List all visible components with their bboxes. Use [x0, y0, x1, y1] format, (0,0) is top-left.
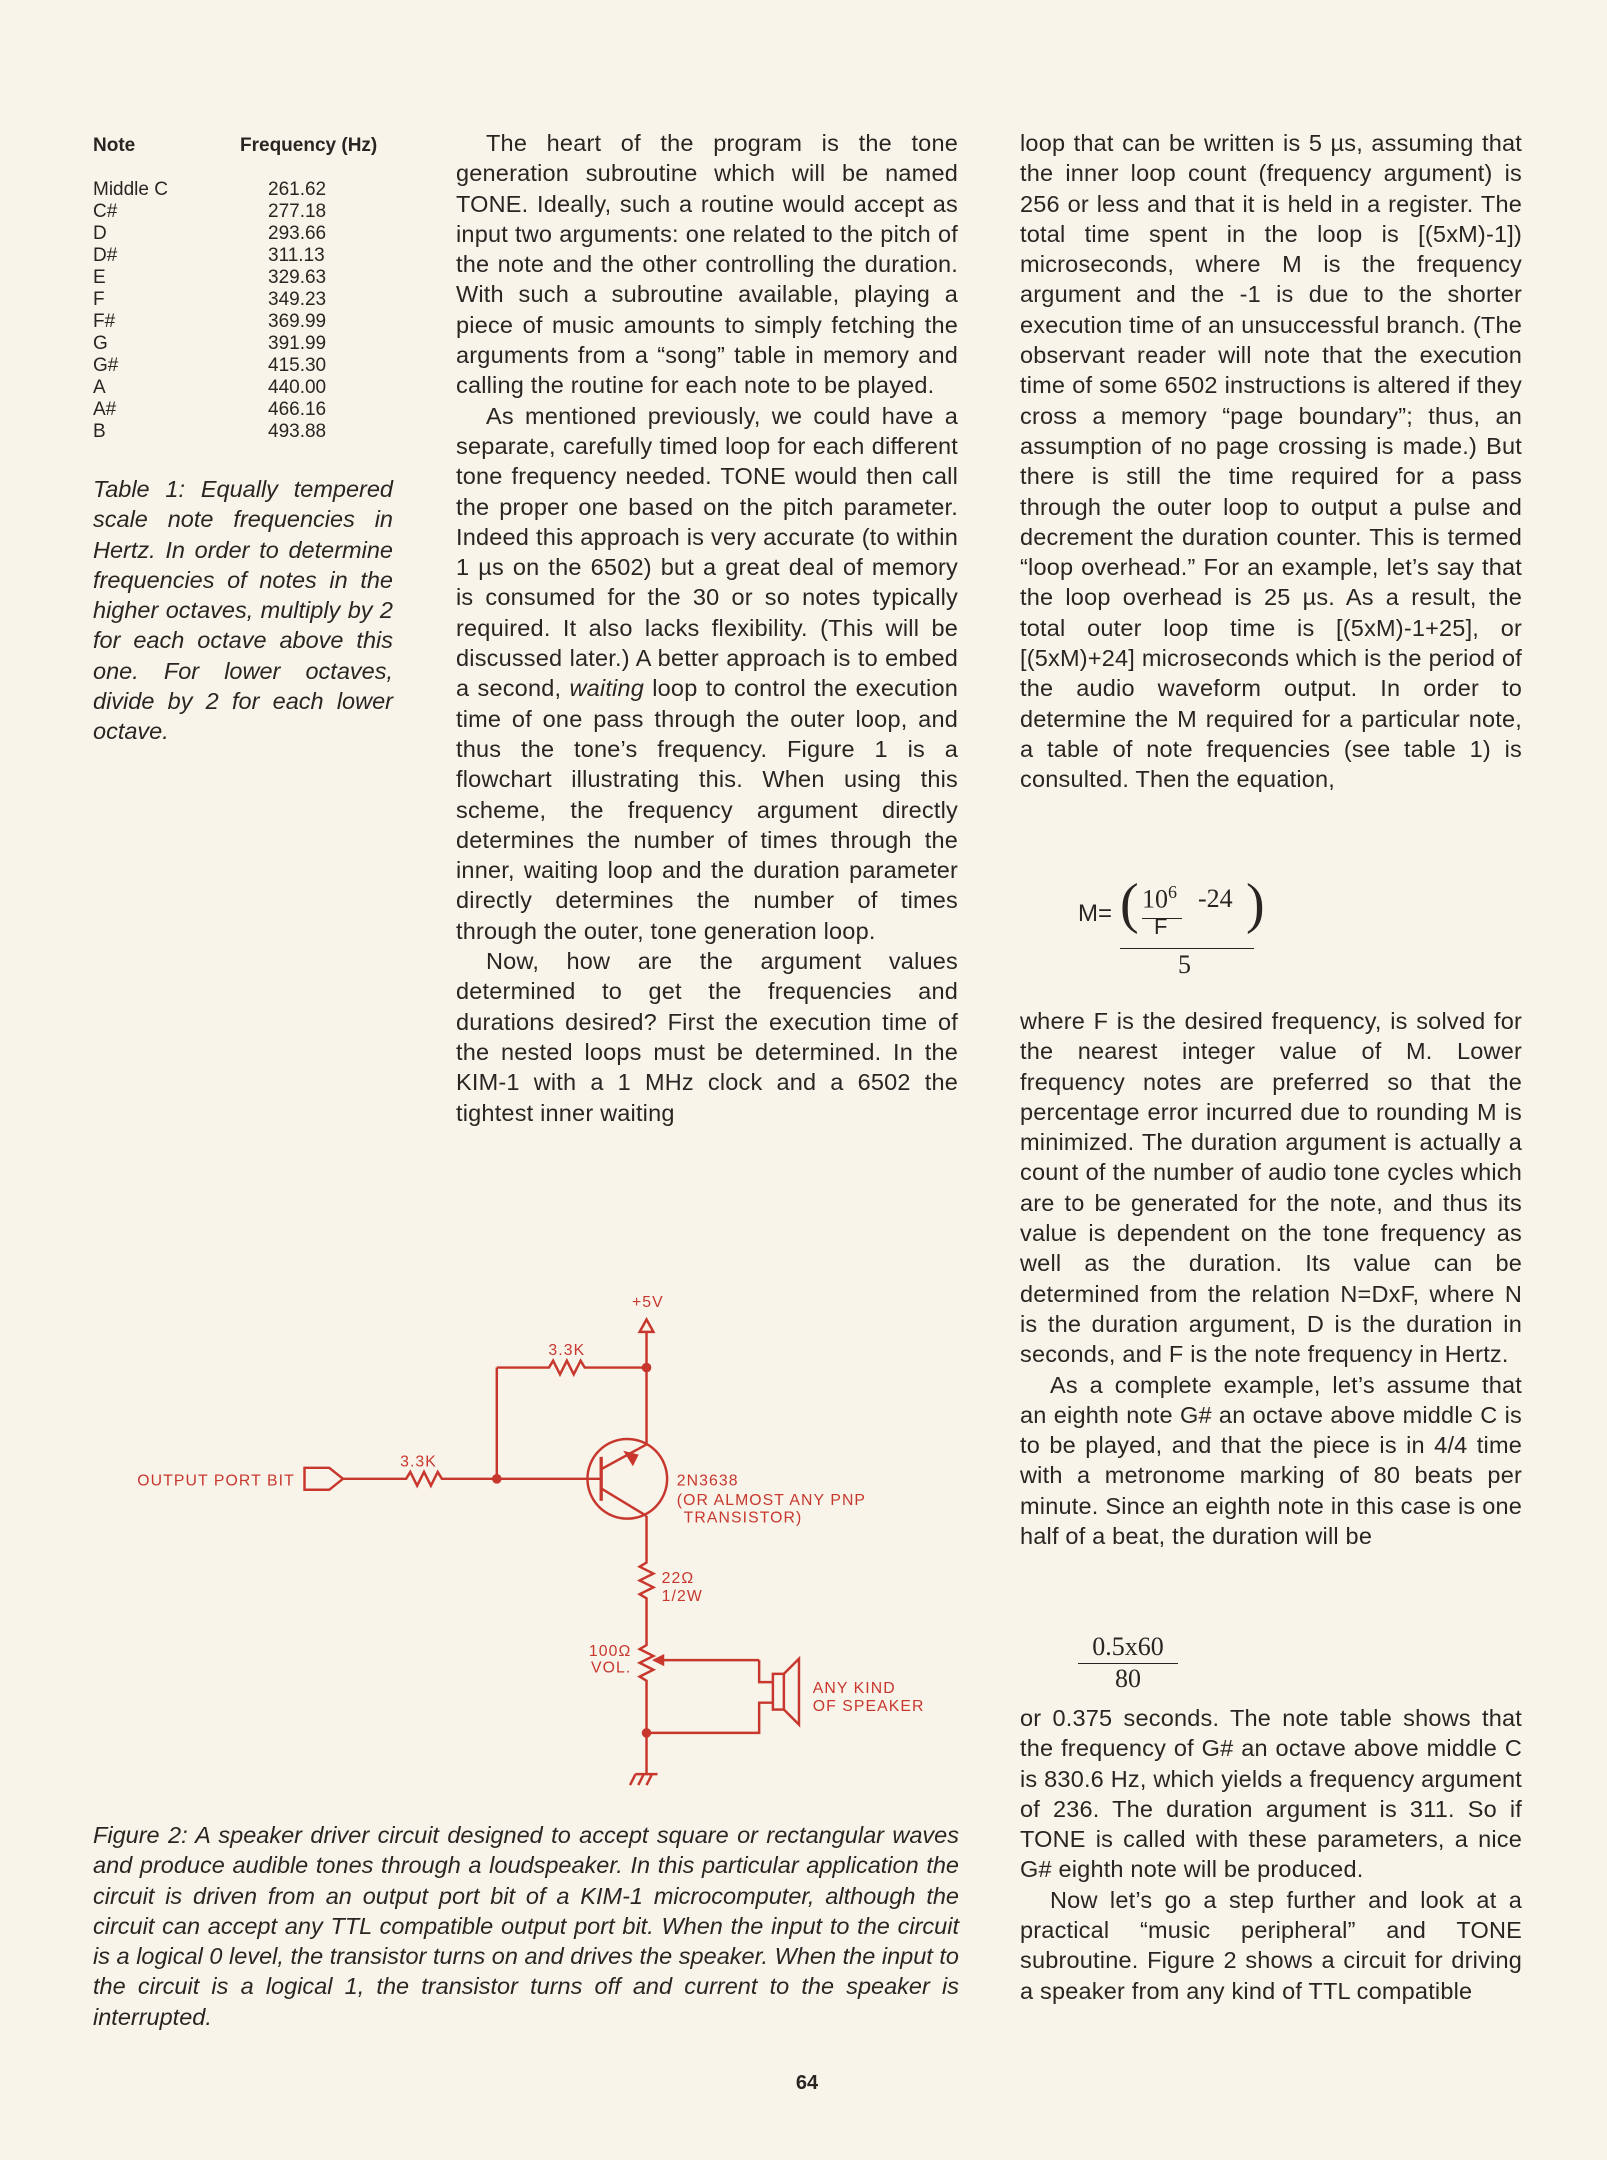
note-name: E: [93, 267, 106, 288]
input-label: OUTPUT PORT BIT: [137, 1472, 295, 1490]
speaker-label: OF SPEAKER: [812, 1697, 925, 1715]
table-row: [93, 399, 393, 421]
speaker-label: ANY KIND: [812, 1680, 896, 1698]
note-frequency: 415.30: [268, 355, 327, 376]
pot-label: 100Ω: [588, 1642, 632, 1660]
note-name: C#: [93, 201, 118, 222]
note-name: G#: [93, 355, 119, 376]
text: As mentioned previously, we could have a separate, carefully timed loop for each different tone frequency needed. TONE would then call the proper one based on the pitch parameter. Indeed this approach is very accurate (to within 1 µs on the 6502) but a great deal of memory is consumed for the 30 or so notes typically required. It also lacks flexibility. (This will be discussed later.) A better approach is to embed a second,: [456, 402, 958, 702]
note-frequency: 369.99: [268, 311, 327, 332]
note-name: B: [93, 421, 106, 442]
fraction-bar: [1120, 948, 1254, 949]
paragraph: Now, how are the argument values determined to get the frequencies and durations desired? First the execution time of the nested loops must be determined. In the KIM-1 with a 1 MHz clock and a 6502 the tightest inner waiting: [456, 948, 958, 1126]
paragraph: loop that can be written is 5 µs, assuming that the inner loop count (frequency argument) is 256 or less and that it is held in a register. The total time spent in the loop is [(5xM)-1]) microseconds, where M is the frequency argument and the -1 is due to the shorter execution time of an unsuccessful branch. (The observant reader will note that the execution time of some 6502 instructions is altered if they cross a memory “page boundary”; thus, an assumption of no page crossing is made.) But there is still the time required for a pass through the outer loop to output a pulse and decrement the duration counter. This is termed “loop overhead.” For an example, let’s say that the loop overhead is 25 µs. As a result, the total outer loop time is [(5xM)-1+25], or [(5xM)+24] microseconds which is the period of the audio waveform output. In order to determine the M required for a particular note, a table of note frequencies (see table 1) is consulted. Then the equation,: [1020, 130, 1522, 793]
note-frequency: 493.88: [268, 421, 327, 442]
body-column-3-part1: [1020, 128, 1522, 795]
equation-m: [1078, 873, 1278, 980]
body-column-3-part2: [1020, 1006, 1522, 1551]
supply-arrow-icon: [640, 1319, 654, 1331]
note-frequency: 261.62: [268, 179, 327, 200]
body-column-3-part3: [1020, 1703, 1522, 2006]
equation-denominator: 5: [1178, 950, 1191, 979]
pot-vol-label: VOL.: [591, 1659, 632, 1677]
table-row: [93, 201, 393, 223]
table-row: [93, 355, 393, 377]
inner-denominator: F: [1154, 914, 1168, 939]
note-frequency: 311.13: [268, 245, 325, 266]
resistor-22-rating: 1/2W: [661, 1588, 703, 1606]
table-row: [93, 311, 393, 333]
resistor-top: [497, 1361, 647, 1375]
paragraph: The heart of the program is the tone generation subroutine which will be named TONE. Ideally, such a routine would accept as input two arguments: one related to the pitch of the note and the other controlling the duration. With such a subroutine available, playing a piece of music amounts to simply fetching the arguments from a “song” table in memory and calling the routine for each note to be played.: [456, 130, 958, 399]
table-header-note: Note: [93, 135, 136, 156]
resistor-top-label: 3.3K: [548, 1342, 586, 1360]
table-row: [93, 333, 393, 355]
equation-duration: [1078, 1632, 1178, 1692]
transistor-label: 2N3638: [676, 1472, 739, 1490]
ground-icon: [630, 1774, 657, 1785]
body-column-2: [456, 128, 958, 1128]
speaker-icon: [773, 1674, 784, 1710]
table-header-frequency: Frequency (Hz): [240, 135, 378, 156]
table-row: [93, 179, 393, 201]
table-row: [93, 267, 393, 289]
paragraph: or 0.375 seconds. The note table shows that the frequency of G# an octave above middle C is 830.6 Hz, which yields a frequency argument of 236. The duration argument is 311. So if TONE is called with these parameters, a nice G# eighth note will be produced.: [1020, 1705, 1522, 1883]
note-frequency: 349.23: [268, 289, 327, 310]
note-name: D#: [93, 245, 118, 266]
note-name: A: [93, 377, 106, 398]
note-name: F#: [93, 311, 116, 332]
resistor-22-label: 22Ω: [661, 1570, 695, 1588]
equation-numerator: 0.5x60: [1078, 1632, 1178, 1664]
paragraph: As a complete example, let’s assume that an eighth note G# an octave above middle C is to be played, and that the piece is in 4/4 time with a metronome marking of 80 beats per minute. Since an eighth note in this case is one half of a beat, the duration will be: [1020, 1371, 1522, 1550]
speaker-driver-circuit: [82, 1263, 1016, 1799]
transistor-note: TRANSISTOR): [683, 1509, 803, 1527]
note-name: D: [93, 223, 107, 244]
page-number: 64: [795, 2072, 819, 2094]
note-name: Middle C: [93, 179, 168, 200]
table-row: [93, 289, 393, 311]
transistor-note: (OR ALMOST ANY PNP: [676, 1491, 867, 1509]
input-connector-icon: [305, 1468, 343, 1490]
paren-left: (: [1120, 873, 1139, 935]
table-row: [93, 377, 393, 399]
table-row: [93, 421, 393, 443]
numerator-base: $10^6$: [1142, 882, 1177, 914]
resistor-input: [343, 1472, 601, 1486]
paragraph: Now let’s go a step further and look at a practical “music peripheral” and TONE subroutine. Figure 2 shows a circuit for driving a speaker from any kind of TTL compatible: [1020, 1886, 1522, 2004]
figure-2-caption: Figure 2: A speaker driver circuit designed to accept square or rectangular waves and produce audible tones through a loudspeaker. In this particular application the circuit is driven from an output port bit of a KIM-1 microcomputer, although the circuit can accept any TTL compatible output port bit. When the input to the circuit is a logical 0 level, the transistor turns on and drives the speaker. When the input to the circuit is a logical 1, the transistor turns off and current to the speaker is interrupted.: [93, 1822, 959, 2030]
note-name: A#: [93, 399, 117, 420]
note-frequency: 440.00: [268, 377, 327, 398]
table-caption: Table 1: Equally tempered scale note frequencies in Hertz. In order to determine frequencies of notes in the higher octaves, multiply by 2 for each octave above this one. For lower octaves, divide by 2 for each lower octave.: [93, 476, 393, 745]
paragraph: where F is the desired frequency, is solved for the nearest integer value of M. Lower frequency notes are preferred so that the percentage error incurred due to rounding M is minimized. The duration argument is actually a count of the number of audio tone cycles which are to be generated for the note, and thus its value is dependent on the tone frequency as well as the duration. Its value can be determined from the relation N=DxF, where N is the duration argument, D is the duration in seconds, and F is the note frequency in Hertz.: [1020, 1008, 1522, 1368]
table-row: [93, 245, 393, 267]
supply-label: +5V: [631, 1294, 664, 1312]
note-frequency: 329.63: [268, 267, 327, 288]
paren-right: ): [1246, 873, 1265, 935]
emphasis: waiting: [569, 675, 645, 702]
minus-24: -24: [1198, 884, 1233, 913]
note-name: F: [93, 289, 105, 310]
note-frequency: 293.66: [268, 223, 327, 244]
equation-denominator: 80: [1115, 1664, 1141, 1693]
equation-lhs: M=: [1078, 900, 1113, 927]
note-frequency: 277.18: [268, 201, 327, 222]
note-frequency: 466.16: [268, 399, 327, 420]
paragraph: [456, 401, 958, 946]
text: loop to control the execution time of one pass through the outer loop, and thus the tone’s frequency. Figure 1 is a flowchart illustrating this. When using this scheme, the frequency argument directly determines the number of times through the inner, waiting loop and the duration parameter directly determines the number of times through the outer, tone generation loop.: [456, 675, 959, 944]
table-row: [93, 223, 393, 245]
note-name: G: [93, 333, 108, 354]
resistor-input-label: 3.3K: [400, 1453, 437, 1471]
note-frequency: 391.99: [268, 333, 327, 354]
